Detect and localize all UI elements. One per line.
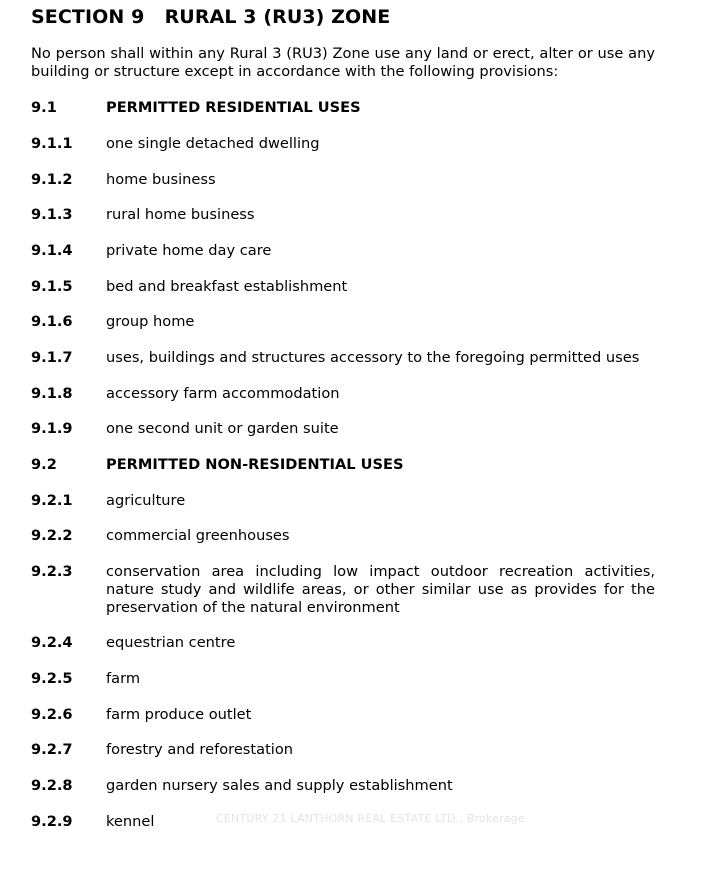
- clause-number: 9.1.5: [31, 278, 73, 295]
- subsection-number: 9.2: [31, 456, 57, 473]
- clause-text: commercial greenhouses: [106, 527, 290, 544]
- clause-number: 9.1.9: [31, 420, 73, 437]
- clause-number: 9.2.5: [31, 670, 73, 687]
- clause-number: 9.2.9: [31, 813, 73, 830]
- clause-text: garden nursery sales and supply establishment: [106, 777, 453, 794]
- clause-text: agriculture: [106, 492, 186, 509]
- clause-number: 9.2.4: [31, 634, 73, 651]
- clause-text: kennel: [106, 813, 155, 830]
- subsection-heading: PERMITTED RESIDENTIAL USES: [106, 99, 361, 116]
- clause-number: 9.2.1: [31, 492, 73, 509]
- clause-number: 9.2.6: [31, 706, 73, 723]
- subsection-number: 9.1: [31, 99, 57, 116]
- clause-text: one single detached dwelling: [106, 135, 320, 152]
- clause-number: 9.2.3: [31, 563, 73, 580]
- clause-text: forestry and reforestation: [106, 741, 294, 758]
- clause-text: group home: [106, 313, 195, 330]
- section-title: SECTION 9 RURAL 3 (RU3) ZONE: [31, 6, 391, 28]
- clause-text: home business: [106, 171, 216, 188]
- clause-number: 9.1.7: [31, 349, 73, 366]
- clause-text: farm: [106, 670, 141, 687]
- clause-text: rural home business: [106, 206, 255, 223]
- clause-text: one second unit or garden suite: [106, 420, 339, 437]
- clause-text: equestrian centre: [106, 634, 236, 651]
- clause-number: 9.1.1: [31, 135, 73, 152]
- clause-text: accessory farm accommodation: [106, 385, 340, 402]
- clause-number: 9.1.8: [31, 385, 73, 402]
- clause-number: 9.1.3: [31, 206, 73, 223]
- clause-number: 9.2.2: [31, 527, 73, 544]
- brokerage-watermark: CENTURY 21 LANTHORN REAL ESTATE LTD., Brokerage: [216, 812, 525, 825]
- clause-text: private home day care: [106, 242, 272, 259]
- clause-text: farm produce outlet: [106, 706, 252, 723]
- subsection-heading: PERMITTED NON-RESIDENTIAL USES: [106, 456, 404, 473]
- clause-number: 9.1.6: [31, 313, 73, 330]
- clause-number: 9.2.8: [31, 777, 73, 794]
- clause-number: 9.1.4: [31, 242, 73, 259]
- clause-text: uses, buildings and structures accessory to the foregoing permitted uses: [106, 349, 640, 366]
- clause-number: 9.1.2: [31, 171, 73, 188]
- clause-text: conservation area including low impact outdoor recreation activities, nature study and wildlife areas, or other similar use as provides for the preservation of the natural environment: [106, 563, 655, 616]
- clause-number: 9.2.7: [31, 741, 73, 758]
- clause-text: bed and breakfast establishment: [106, 278, 348, 295]
- section-intro-paragraph: No person shall within any Rural 3 (RU3) Zone use any land or erect, alter or use any building or structure except in accordance with the following provisions:: [31, 45, 655, 80]
